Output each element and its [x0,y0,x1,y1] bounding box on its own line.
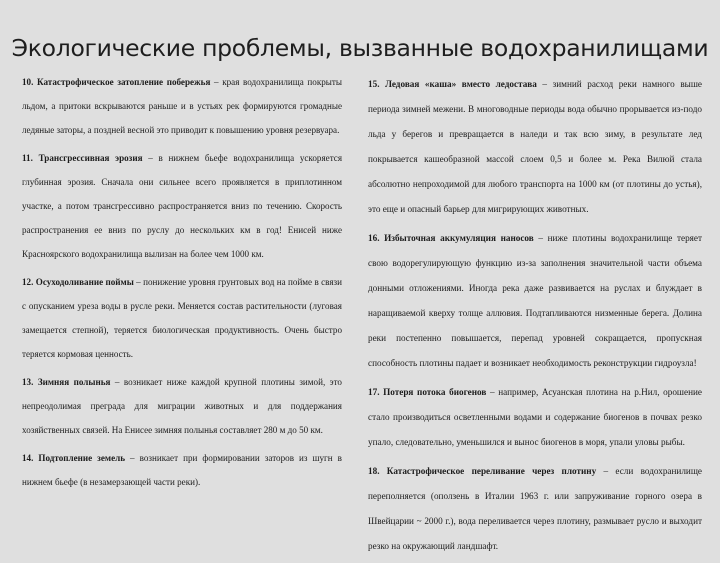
paragraph-number: 14. [22,453,34,463]
left-column [22,70,342,498]
paragraph-term: Подтопление земель [38,453,126,463]
paragraph-text: – края водохранилища покрыты льдом, а притоки вскрываются раньше и в устьях рек формируются громадные ледяные заторы, а поздней весной это приводит к повышению уровня резервуара. [22,77,343,135]
paragraph-term: Катастрофическое переливание через плотину [386,466,597,476]
paragraph-number: 16. [368,233,380,243]
slide-title: Экологические проблемы, вызванные водохранилищами [11,34,709,62]
paragraph-text: – возникает при формировании заторов из шугн в нижнем бьефе (в незамерзающей части реки). [22,453,342,487]
paragraph-term: Ледовая «каша» вместо ледостава [385,79,537,89]
paragraph-text: – если водохранилище переполняется (оползень в Италии 1963 г. или запруживание горного озера в Швейцарии ~ 2000 г.), вода переливается через плотину, размывает русло и выходит резко на окружающий ландшафт. [368,466,702,551]
paragraph-term: Катастрофическое затопление побережья [37,77,211,87]
paragraph-14 [22,446,342,494]
paragraph-number: 10. [22,77,34,87]
paragraph-number: 11. [22,153,33,163]
paragraph-term: Зимняя полынья [37,377,111,387]
paragraph-10 [22,70,342,142]
paragraph-16 [368,226,702,376]
paragraph-13 [22,370,342,442]
paragraph-number: 13. [22,377,34,387]
paragraph-text: – в нижнем бьефе водохранилища ускоряется глубинная эрозия. Сначала они сильнее всего проявляется в приплотинном участке, а потом трансгрессивно распространяется вниз по течению. Скорость распространения ее вниз по руслу до нескольких км в год! Енисей ниже Красноярского водохранилища вылизан на более чем 1000 км. [22,153,342,259]
paragraph-18 [368,459,702,559]
paragraph-term: Осуходоливание поймы [35,277,134,287]
paragraph-number: 17. [368,387,380,397]
paragraph-term: Трансгрессивная эрозия [38,153,143,163]
paragraph-text: – возникает ниже каждой крупной плотины зимой, это непреодолимая преграда для миграции животных и для поддержания хозяйственных связей. На Енисее зимняя полынья составляет 280 м до 50 км. [22,377,342,435]
paragraph-number: 15. [368,79,380,89]
paragraph-12 [22,270,342,366]
paragraph-text: – ниже плотины водохранилище теряет свою водорегулирующую функцию из-за заполнения значительной части объема донными отложениями. Иногда река даже развивается на руслах и блуждает в наращиваемой кверху толще аллювия. Подтапливаются низменные берега. Долина реки постепенно повышается, перепад уровней сокращается, пропускная способность плотины падает и возникает необходимость реконструкции гидроузла! [368,233,702,368]
paragraph-term: Потеря потока биогенов [383,387,487,397]
right-column [368,72,702,563]
paragraph-text: – например, Асуанская плотина на р.Нил, орошение стало производиться осветленными водами и содержание биогенов в почвах резко упало, следовательно, уменьшился и вынос биогенов в моря, упали уловы рыбы. [368,387,702,447]
paragraph-11 [22,146,342,266]
paragraph-15 [368,72,702,222]
paragraph-text: – понижение уровня грунтовых вод на пойме в связи с опусканием уреза воды в русле реки. Меняется состав растительности (луговая замещается степной), теряется биологическая продуктивность. Очень быстро теряется кормовая ценность. [22,277,342,359]
paragraph-text: – зимний расход реки намного выше периода зимней межени. В многоводные периоды вода обычно прорывается из-подо льда у берегов и превращается в наледи и так всю зиму, в результате лед покрывается кашеобразной массой слоем 0,5 и более м. Река Вилюй стала абсолютно непроходимой для любого транспорта на 1000 км (от плотины до устья), это еще и опасный барьер для мигрирующих животных. [368,79,703,214]
paragraph-term: Избыточная аккумуляция наносов [384,233,534,243]
paragraph-17 [368,380,702,455]
paragraph-number: 18. [368,466,380,476]
paragraph-number: 12. [22,277,34,287]
